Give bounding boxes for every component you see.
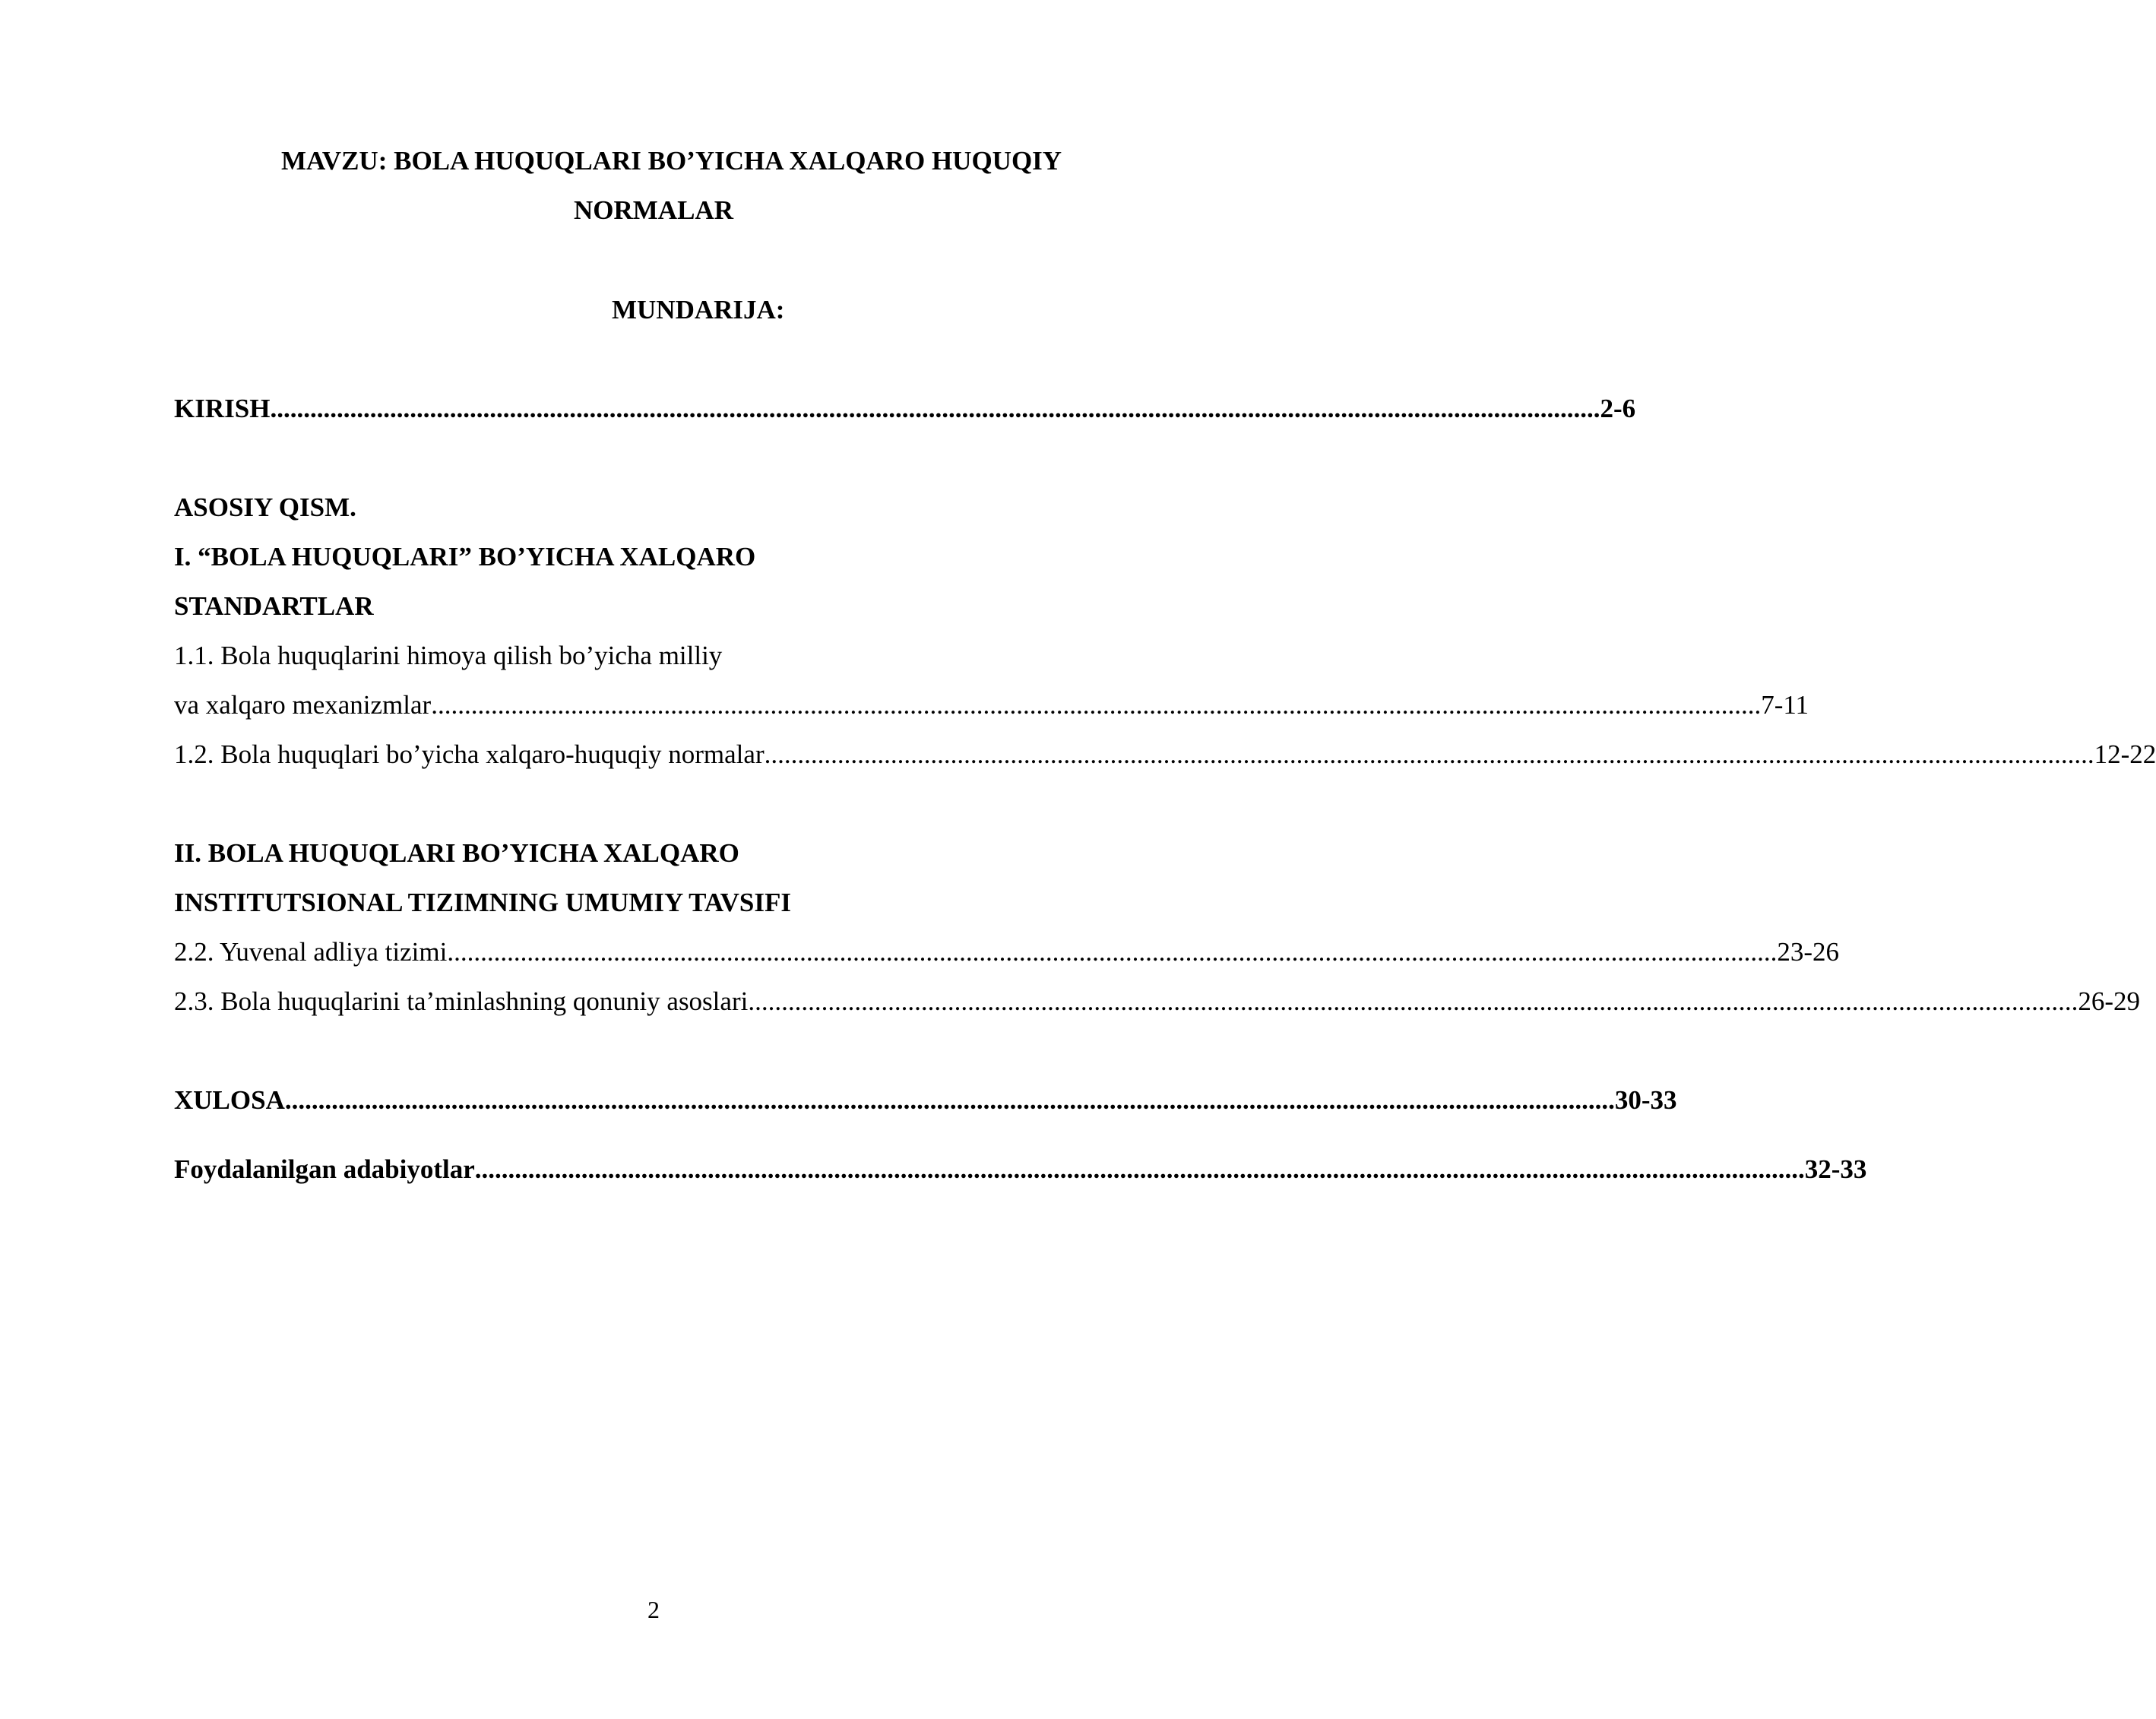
toc-label: 2.3. Bola huquqlarini ta’minlashning qonuniy asoslari [174,986,749,1016]
toc-leader-dots: ........................................................................................................................................................................................................ [447,937,1778,967]
toc-pages: 30-33 [1614,1085,1677,1115]
toc-leader-dots: ........................................................................................................................................................................................................ [431,690,1762,720]
toc-section-1-1-line-1: 1.1. Bola huquqlarini himoya qilish bo’yicha milliy [174,641,723,670]
toc-entry-section-2-2 [174,935,1839,969]
toc-label: 1.2. Bola huquqlari bo’yicha xalqaro-huquqiy normalar [174,739,765,769]
toc-entry-kirish [174,392,1636,426]
title-line-2: NORMALAR [574,195,733,225]
toc-chapter-2-line-2: INSTITUTSIONAL TIZIMNING UMUMIY TAVSIFI [174,888,792,917]
toc-chapter-1-line-1: I. “BOLA HUQUQLARI” BO’YICHA XALQARO [174,542,756,571]
toc-leader-dots: ........................................................................................................................................................................................................ [748,986,2078,1016]
toc-pages: 12-22 [2094,739,2156,769]
title-line-1: MAVZU: BOLA HUQUQLARI BO’YICHA XALQARO HUQUQIY [281,146,1062,176]
toc-pages: 23-26 [1777,937,1839,967]
toc-entry-section-1-1 [174,689,1809,722]
toc-entry-section-1-2 [174,738,2156,771]
toc-label: Foydalanilgan adabiyotlar [174,1154,475,1184]
toc-leader-dots: ........................................................................................................................................................................................................ [474,1154,1805,1184]
toc-pages: 26-29 [2078,986,2140,1016]
toc-chapter-1-line-2: STANDARTLAR [174,591,374,621]
toc-label: va xalqaro mexanizmlar [174,690,432,720]
toc-pages: 2-6 [1600,394,1636,423]
toc-label: KIRISH [174,394,271,423]
toc-label: XULOSA [174,1085,285,1115]
toc-leader-dots: ........................................................................................................................................................................................................ [284,1085,1615,1115]
toc-label: 2.2. Yuvenal adliya tizimi [174,937,448,967]
toc-pages: 32-33 [1804,1154,1867,1184]
toc-entry-section-2-3 [174,985,2140,1018]
page-number: 2 [647,1596,660,1623]
toc-leader-dots: ........................................................................................................................................................................................................ [764,739,2094,769]
toc-leader-dots: ........................................................................................................................................................................................................ [270,394,1600,423]
toc-chapter-2-line-1: II. BOLA HUQUQLARI BO’YICHA XALQARO [174,838,739,868]
toc-pages: 7-11 [1761,690,1809,720]
toc-entry-xulosa [174,1084,1677,1117]
contents-heading: MUNDARIJA: [612,295,785,324]
toc-entry-references [174,1153,1867,1186]
toc-main-part: ASOSIY QISM. [174,492,356,522]
